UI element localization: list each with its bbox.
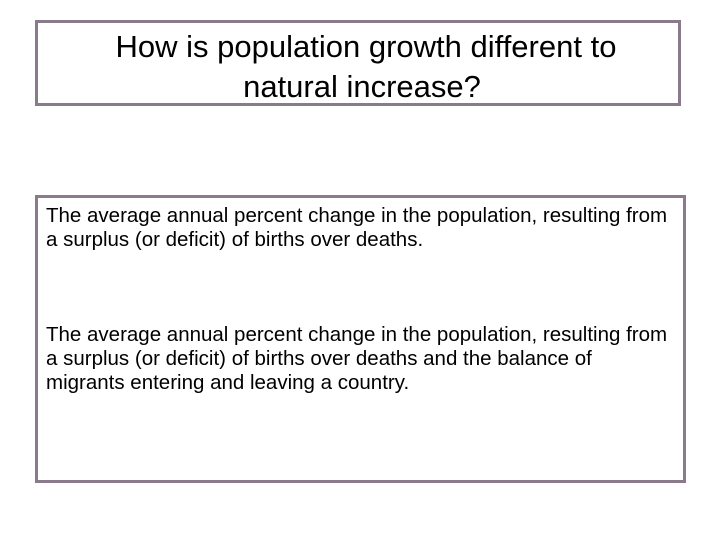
slide-title-line-2: natural increase?	[243, 69, 481, 104]
slide-title-line-1: How is population growth different to	[115, 29, 617, 64]
definitions-box	[35, 195, 686, 483]
slide-title	[35, 20, 681, 106]
definition-population-growth: The average annual percent change in the population, resulting from a surplus (or deficit) of births over deaths and the balance of migrants entering and leaving a country.	[46, 323, 668, 394]
definition-natural-increase: The average annual percent change in the population, resulting from a surplus (or deficit) of births over deaths.	[46, 204, 668, 251]
